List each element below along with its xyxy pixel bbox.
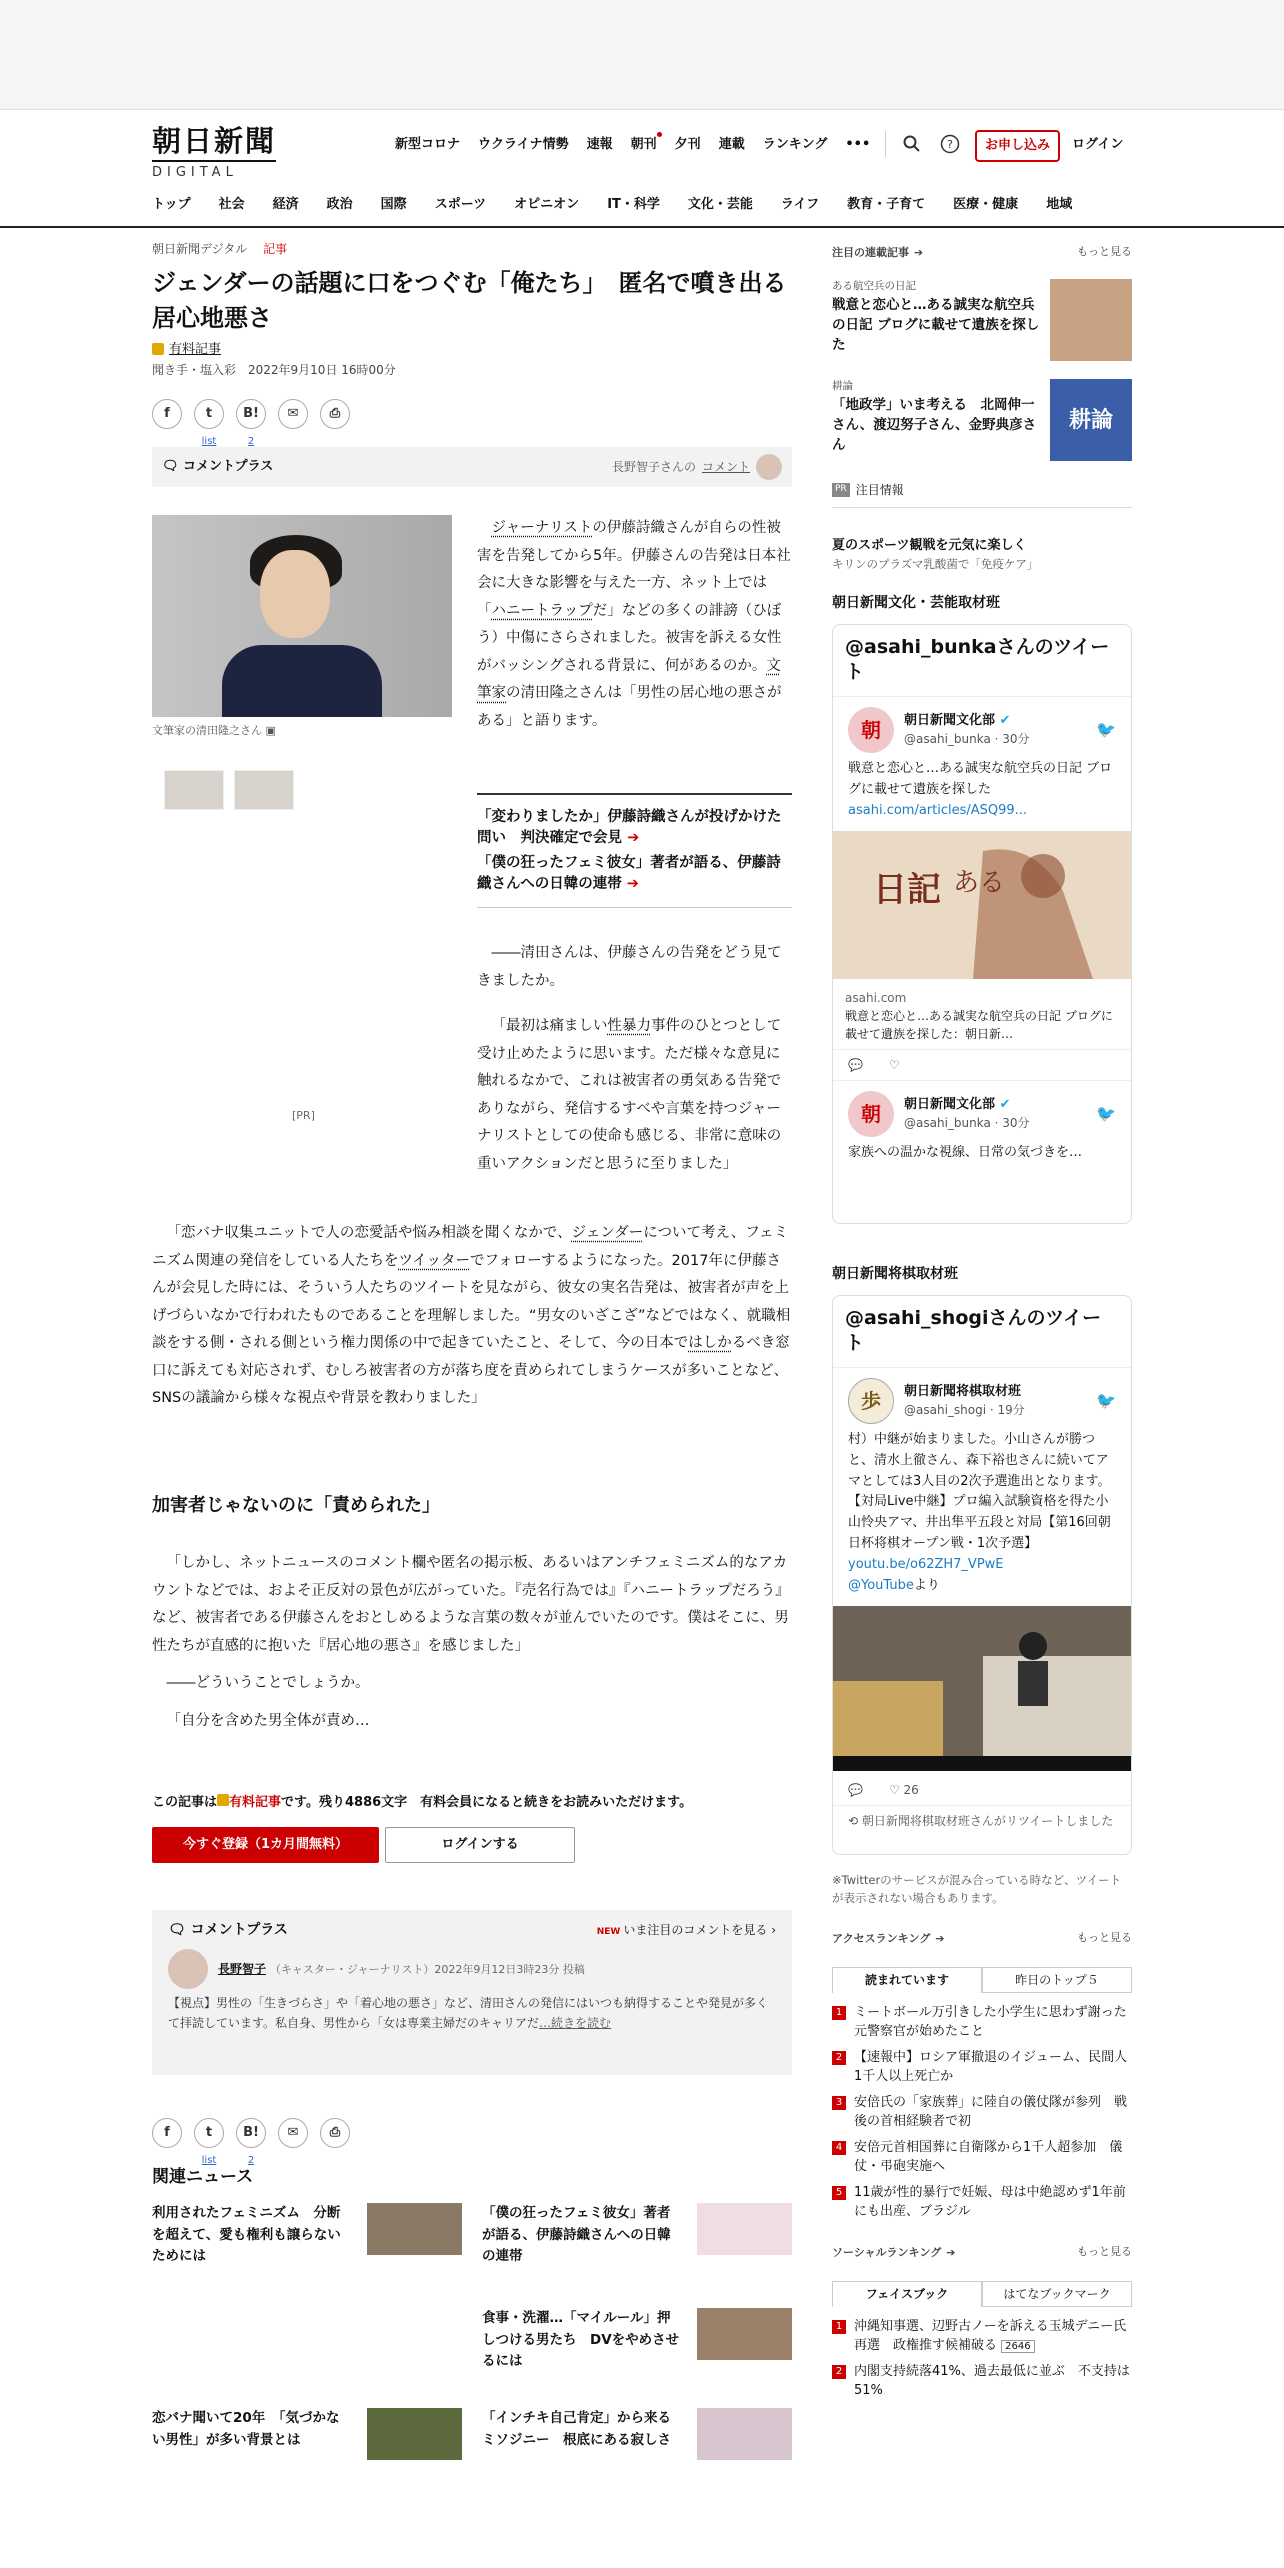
- arrow-icon: ➔: [935, 1931, 945, 1945]
- hatena-count[interactable]: 2: [247, 436, 255, 448]
- more-comments-link[interactable]: NEW いま注目のコメントを見る ›: [596, 1923, 776, 1938]
- related-news-title: 関連ニュース: [152, 2167, 254, 2187]
- lock-icon: [217, 1794, 229, 1806]
- sec-top[interactable]: トップ: [152, 197, 191, 212]
- keyword-link[interactable]: 文筆家: [477, 657, 781, 702]
- related-link[interactable]: 「変わりましたか」伊藤詩織さんが投げかけた問い 判決確定で会見 ➔: [477, 809, 782, 847]
- twitter-icon[interactable]: t list: [194, 399, 224, 429]
- avatar[interactable]: 朝: [848, 1091, 894, 1137]
- photo-caption: 文筆家の清田隆之さん ▣: [152, 724, 276, 737]
- nav-corona[interactable]: 新型コロナ: [395, 137, 461, 152]
- comment-icon: 🗨: [162, 459, 184, 475]
- divider: [885, 131, 886, 157]
- commenter-name: 長野智子さんの: [611, 460, 696, 475]
- commenter-info: [612, 454, 782, 480]
- series-thumbnail: [1050, 279, 1132, 361]
- subheading: 加害者じゃないのに「責められた」: [152, 1495, 440, 1516]
- access-ranking-title[interactable]: アクセスランキング ➔: [832, 1931, 945, 1945]
- thumbnail[interactable]: [234, 770, 294, 810]
- help-icon[interactable]: [938, 132, 962, 156]
- share-buttons: [152, 399, 792, 448]
- avatar: [168, 1949, 208, 1989]
- tab-read[interactable]: 読まれています: [832, 1967, 982, 1993]
- nav-ukraine[interactable]: ウクライナ情勢: [478, 137, 569, 152]
- article-photo[interactable]: [152, 515, 452, 717]
- nav-series[interactable]: 連載: [718, 137, 745, 152]
- read-more-link[interactable]: …続きを読む: [539, 2016, 612, 2031]
- sec-sports[interactable]: スポーツ: [434, 197, 487, 212]
- tab-hatena[interactable]: はてなブックマーク: [982, 2281, 1132, 2307]
- pr-item[interactable]: 夏のスポーツ観戦を元気に楽しく キリンのプラズマ乳酸菌で「免疫ケア」: [832, 538, 1039, 571]
- sec-local[interactable]: 地域: [1046, 197, 1073, 212]
- keyword-link[interactable]: 性暴力: [607, 1018, 651, 1035]
- sec-politics[interactable]: 政治: [326, 197, 353, 212]
- hatena-count[interactable]: 2: [247, 2155, 255, 2166]
- keyword-link[interactable]: ジャーナリスト: [491, 520, 593, 536]
- avatar[interactable]: 朝: [848, 707, 894, 753]
- subscribe-button[interactable]: お申し込み: [975, 130, 1060, 162]
- sec-international[interactable]: 国際: [380, 197, 407, 212]
- share-buttons-bottom: [152, 2118, 350, 2166]
- more-link[interactable]: もっと見る: [1077, 1930, 1132, 1944]
- series-item[interactable]: ある航空兵の日記 戦意と恋心と…ある誠実な航空兵の日記 ブログに載せて遺族を探した: [832, 279, 1132, 361]
- paragraph: 「恋バナ収集ユニットで人の恋愛話や悩み相談を聞くなかで、ジェンダーについて考え、フェミニズム関連の発信をしている人たちをツイッターでフォローするようになった。2017年に伊藤さんが会見した時には、そういう人たちのツイートを見ながら、彼女の実名告発は、被害者が声を上げづらいなかで行われたものであることを理解しました。“男女のいざこざ”などではなく、就職相談をする側・される側という権力関係の中で起きていたこと、そして、今の日本ではしかるべき窓口に訴えても対応されず、むしろ被害者の方が落ち度を責められてしまうケースが多いことなど、SNSの議論から様々な視点や背景を教わりました」: [152, 1225, 791, 1407]
- share-count: 2646: [1001, 2340, 1034, 2353]
- site-header: [0, 110, 1284, 228]
- photo-thumbnails: [164, 770, 294, 810]
- comment-plus-label: 🗨 コメントプラス: [162, 459, 274, 475]
- question: ――清田さんは、伊藤さんの告発をどう見てきましたか。: [477, 945, 782, 989]
- tweet-link[interactable]: asahi.com/articles/ASQ99...: [848, 802, 1028, 818]
- comment-plus-box: 🗨 コメントプラス NEW いま注目のコメントを見る › 長野智子 （キャスター・ジャーナリスト）2022年9月12日3時23分 投稿 【視点】男性の「生きづらさ」や「着心地の悪さ」など、清田さんの発信にはいつも納得することや発見が多くて拝読しています。私自身、男性から「女は専業主婦だのキャリアだ…続きを読む: [152, 1910, 792, 2075]
- login-link[interactable]: ログイン: [1072, 137, 1124, 152]
- site-logo[interactable]: 朝日新聞 DIGITAL: [152, 126, 276, 182]
- comment-plus-bar[interactable]: [152, 447, 792, 487]
- article-main: [152, 230, 792, 2448]
- crumb-site[interactable]: 朝日新聞デジタル: [152, 242, 248, 256]
- top-nav: [395, 135, 870, 155]
- twitter-bird-icon[interactable]: 🐦: [1096, 1391, 1116, 1411]
- header-icons: [885, 131, 962, 157]
- series-thumbnail: 耕論: [1050, 379, 1132, 461]
- avatar: [756, 454, 782, 480]
- more-link[interactable]: もっと見る: [1077, 245, 1132, 259]
- paywall: [152, 1793, 792, 1863]
- news-item[interactable]: 「インチキ自己肯定」から来るミソジニー 根底にある寂しさ: [482, 2408, 792, 2460]
- section-nav: [152, 195, 1100, 215]
- retweet-icon: ⟲: [848, 1814, 862, 1829]
- more-icon[interactable]: •••: [845, 137, 871, 152]
- breadcrumb: [152, 240, 792, 258]
- facebook-icon[interactable]: f: [152, 399, 182, 429]
- like-icon[interactable]: ♡ 26: [888, 1783, 919, 1798]
- keyword-link[interactable]: ハニートラップ: [491, 602, 593, 619]
- nav-morning[interactable]: 朝刊: [631, 135, 657, 155]
- pr-header: PR 注目情報: [832, 481, 1132, 508]
- comment-plus-title: 🗨 コメントプラス: [168, 1922, 288, 1938]
- sec-culture[interactable]: 文化・芸能: [687, 197, 753, 212]
- twitter-list-link[interactable]: list: [201, 2155, 217, 2166]
- paid-label[interactable]: 有料記事: [169, 341, 222, 357]
- ranking-item[interactable]: 2 【速報中】ロシア軍撤退のイジューム、民間人1千人以上死亡か: [832, 2048, 1132, 2087]
- sec-it[interactable]: IT・科学: [607, 197, 660, 212]
- reply-icon[interactable]: 💬: [848, 1058, 863, 1073]
- shogi-heading: 朝日新聞将棋取材班: [832, 1265, 958, 1282]
- retweet-note: ⟲ 朝日新聞将棋取材班さんがリツイートしました: [833, 1805, 1131, 1837]
- sec-health[interactable]: 医療・健康: [953, 197, 1019, 212]
- reply-icon[interactable]: 💬: [848, 1783, 863, 1798]
- sec-life[interactable]: ライフ: [780, 197, 820, 212]
- social-tabs: [832, 2281, 1132, 2307]
- twitter-note: ※Twitterのサービスが混み合っている時など、ツイートが表示されない場合もあります。: [832, 1872, 1122, 1906]
- tab-yesterday[interactable]: 昨日のトップ５: [982, 1967, 1132, 1993]
- sec-opinion[interactable]: オピニオン: [514, 197, 580, 212]
- byline: 聞き手・塩入彩 2022年9月10日 16時00分: [152, 363, 396, 378]
- twitter-widget[interactable]: @asahi_bunkaさんのツイート 朝 朝日新聞文化部 ✔ @asahi_bunka · 30分 🐦 戦意と恋心と…ある誠実な航空兵の日記 ブログに載せて遺族を探した asahi.com/articles/ASQ99... 日記 ある asahi.com 戦意と恋心と…ある誠実な航空兵の日記 ブログに載せて遺族を探した：朝日新… 💬 ♡ 朝 朝日新聞文化部 ✔ @asahi_bunka · 30分 🐦 家族への温かな視線、日常の気づきを…: [832, 624, 1132, 1224]
- paywall-note: この記事は 有料記事です。残り4886文字 有料会員になると続きをお読みいただけます。: [152, 1795, 693, 1810]
- svg-text:?: ?: [947, 138, 953, 151]
- mail-icon[interactable]: ✉: [278, 2118, 308, 2148]
- lead-paragraph: ジャーナリストの伊藤詩織さんが自らの性被害を告発してから5年。伊藤さんの告発は日本社会に大きな影響を与えた一方、ネット上では「ハニートラップだ」などの多くの誹謗（ひぼう）中傷にさらされました。被害を訴える女性がバッシングされる背景に、何があるのか。文筆家の清田隆之さんは「男性の居心地の悪さがある」と語ります。: [477, 520, 791, 729]
- twitter-list-link[interactable]: list: [201, 436, 217, 448]
- widget-title[interactable]: @asahi_shogiさんのツイート: [833, 1296, 1131, 1368]
- mail-icon[interactable]: ✉: [278, 399, 308, 429]
- ranking-item[interactable]: 1 沖縄知事選、辺野古ノーを訴える玉城デニー氏再選 政権推す候補破る 2646: [832, 2317, 1132, 2356]
- register-button[interactable]: 今すぐ登録（1カ月間無料）: [152, 1827, 379, 1863]
- login-button[interactable]: ログインする: [385, 1827, 575, 1863]
- tweet-link[interactable]: youtu.be/o62ZH7_VPwE: [848, 1556, 1004, 1572]
- hatena-icon[interactable]: B! 2: [236, 399, 266, 429]
- ranking-list: [832, 2003, 1140, 2222]
- thumbnail[interactable]: [164, 770, 224, 810]
- print-icon[interactable]: ⎙: [320, 2118, 350, 2148]
- more-link[interactable]: もっと見る: [1077, 2244, 1132, 2258]
- sec-education[interactable]: 教育・子育て: [847, 197, 926, 212]
- news-item[interactable]: 食事・洗濯…「マイルール」押しつける男たち DVをやめさせるには: [482, 2308, 792, 2373]
- news-item[interactable]: 「僕の狂ったフェミ彼女」著者が語る、伊藤詩織さんへの日韓の連帯: [482, 2203, 792, 2268]
- series-item[interactable]: 耕論 「地政学」いま考える 北岡伸一さん、渡辺努子さん、金野典彦さん 耕論: [832, 379, 1132, 461]
- arrow-icon: ➔: [627, 830, 640, 847]
- nav-evening[interactable]: 夕刊: [674, 137, 701, 152]
- tweet-card-image[interactable]: [833, 831, 1131, 979]
- twitter-bird-icon[interactable]: 🐦: [1096, 1104, 1116, 1124]
- avatar[interactable]: 歩: [848, 1378, 894, 1424]
- paragraph: 「しかし、ネットニュースのコメント欄や匿名の掲示板、あるいはアンチフェミニズム的なアカウントなどでは、およそ正反対の景色が広がっていた。『売名行為では』『ハニートラップだろう』など、被害者である伊藤さんをおとしめるような言葉の数々が並んでいたのです。僕はそこに、男性たちが直感的に抱いた『居心地の悪さ』を感じました」 ――どういうことでしょうか。 「自分を含めた男全体が責め…: [152, 1550, 792, 1735]
- social-ranking-title[interactable]: ソーシャルランキング ➔: [832, 2245, 956, 2259]
- svg-text:ある: ある: [953, 868, 1006, 899]
- commenter-name[interactable]: 長野智子: [218, 1961, 267, 1976]
- hatena-icon[interactable]: B! 2: [236, 2118, 266, 2148]
- lock-icon: [152, 343, 164, 355]
- ranking-item[interactable]: 5 11歳が性的暴行で妊娠、母は中絶認めず1年前にも出産、ブラジル: [832, 2183, 1132, 2222]
- related-links: [477, 793, 792, 908]
- answer: 「最初は痛ましい性暴力事件のひとつとして受け止めたように思います。ただ様々な意見に触れるなかで、これは被害者の勇気ある告発でありながら、発信するすべや言葉を持つジャーナリストとしての使命も感じる、非常に意味の重いアクションだと思うに至りました」: [477, 1018, 782, 1172]
- ranking-item[interactable]: 3 安倍氏の「家族葬」に陸自の儀仗隊が参列 戦後の首相経験者で初: [832, 2093, 1132, 2132]
- twitter-widget[interactable]: @asahi_shogiさんのツイート 歩 朝日新聞将棋取材班 @asahi_shogi · 19分 🐦 村）中継が始まりました。小山さんが勝つと、清水上徹さん、森下裕也さんに続いてアマとしては3人目の2次予選進出となります。【対局Live中継】プロ編入試験資格を得た小山怜央アマ、井出隼平五段と対局【第16回朝日杯将棋オープン戦・1次予選】 youtu.be/o62ZH7_VPwE @YouTubeより 💬 ♡ 26 ⟲ 朝日新聞将棋取材班さんがリツイートしました: [832, 1295, 1132, 1855]
- keyword-link[interactable]: はしか: [688, 1335, 732, 1352]
- ranking-tabs: [832, 1967, 1132, 1993]
- twitter-icon[interactable]: t list: [194, 2118, 224, 2148]
- print-icon[interactable]: ⎙: [320, 399, 350, 429]
- comment-link[interactable]: コメント: [701, 460, 750, 475]
- crumb-section[interactable]: 記事: [263, 242, 288, 256]
- nav-ranking[interactable]: ランキング: [762, 137, 828, 152]
- question: ――どういうことでしょうか。: [166, 1675, 370, 1692]
- svg-text:日記: 日記: [873, 870, 941, 911]
- arrow-icon: ➔: [946, 2245, 956, 2259]
- twitter-bird-icon[interactable]: 🐦: [1096, 720, 1116, 740]
- search-icon[interactable]: [900, 132, 924, 156]
- paid-badge: [152, 340, 792, 360]
- keyword-link[interactable]: ジェンダー: [571, 1225, 644, 1241]
- ranking-item[interactable]: 1 ミートボール万引きした小学生に思わず謝った 元警察官が始めたこと: [832, 2003, 1132, 2042]
- news-item[interactable]: 利用されたフェミニズム 分断を超えて、愛も権利も譲らないためには: [152, 2203, 462, 2268]
- image-icon[interactable]: ▣: [265, 724, 276, 737]
- ranking-item[interactable]: 4 安倍元首相国葬に自衛隊から1千人超参加 儀仗・弔砲実施へ: [832, 2138, 1132, 2177]
- interview-block: [477, 930, 792, 1178]
- nav-breaking[interactable]: 速報: [586, 137, 613, 152]
- related-link[interactable]: 「僕の狂ったフェミ彼女」著者が語る、伊藤詩織さんへの日韓の連帯 ➔: [477, 855, 781, 893]
- article-title: ジェンダーの話題に口をつぐむ「俺たち」 匿名で噴き出る居心地悪さ: [152, 269, 787, 332]
- sec-economy[interactable]: 経済: [272, 197, 299, 212]
- ranking-item[interactable]: 2 内閣支持続落41%、過去最低に並ぶ 不支持は51%: [832, 2362, 1132, 2401]
- series-title[interactable]: 注目の連載記事 ➔: [832, 246, 924, 259]
- keyword-link[interactable]: ツイッター: [398, 1252, 470, 1269]
- comment-icon: 🗨: [168, 1922, 191, 1938]
- sidebar: [832, 230, 1140, 2407]
- pr-label: [PR]: [292, 1109, 315, 1122]
- answer: 「自分を含めた男全体が責め…: [166, 1712, 370, 1729]
- widget-title[interactable]: @asahi_bunkaさんのツイート: [833, 625, 1131, 697]
- news-item[interactable]: 恋バナ聞いて20年 「気づかない男性」が多い背景とは: [152, 2408, 462, 2460]
- tweet-video-image[interactable]: [833, 1606, 1131, 1771]
- ad-band: [0, 0, 1284, 110]
- tab-facebook[interactable]: フェイスブック: [832, 2281, 982, 2307]
- social-ranking-list: [832, 2317, 1132, 2401]
- arrow-icon: ➔: [626, 876, 639, 893]
- bunka-heading: 朝日新聞文化・芸能取材班: [832, 594, 1000, 611]
- related-news: [152, 2165, 792, 2448]
- sec-society[interactable]: 社会: [218, 197, 245, 212]
- tweet-link[interactable]: @YouTube: [848, 1577, 914, 1593]
- like-icon[interactable]: ♡: [888, 1058, 900, 1073]
- arrow-icon: ➔: [913, 246, 924, 259]
- facebook-icon[interactable]: f: [152, 2118, 182, 2148]
- comment-body: 【視点】男性の「生きづらさ」や「着心地の悪さ」など、清田さんの発信にはいつも納得することや発見が多くて拝読しています。私自身、男性から「女は専業主婦だのキャリアだ…続きを読む: [168, 1996, 769, 2031]
